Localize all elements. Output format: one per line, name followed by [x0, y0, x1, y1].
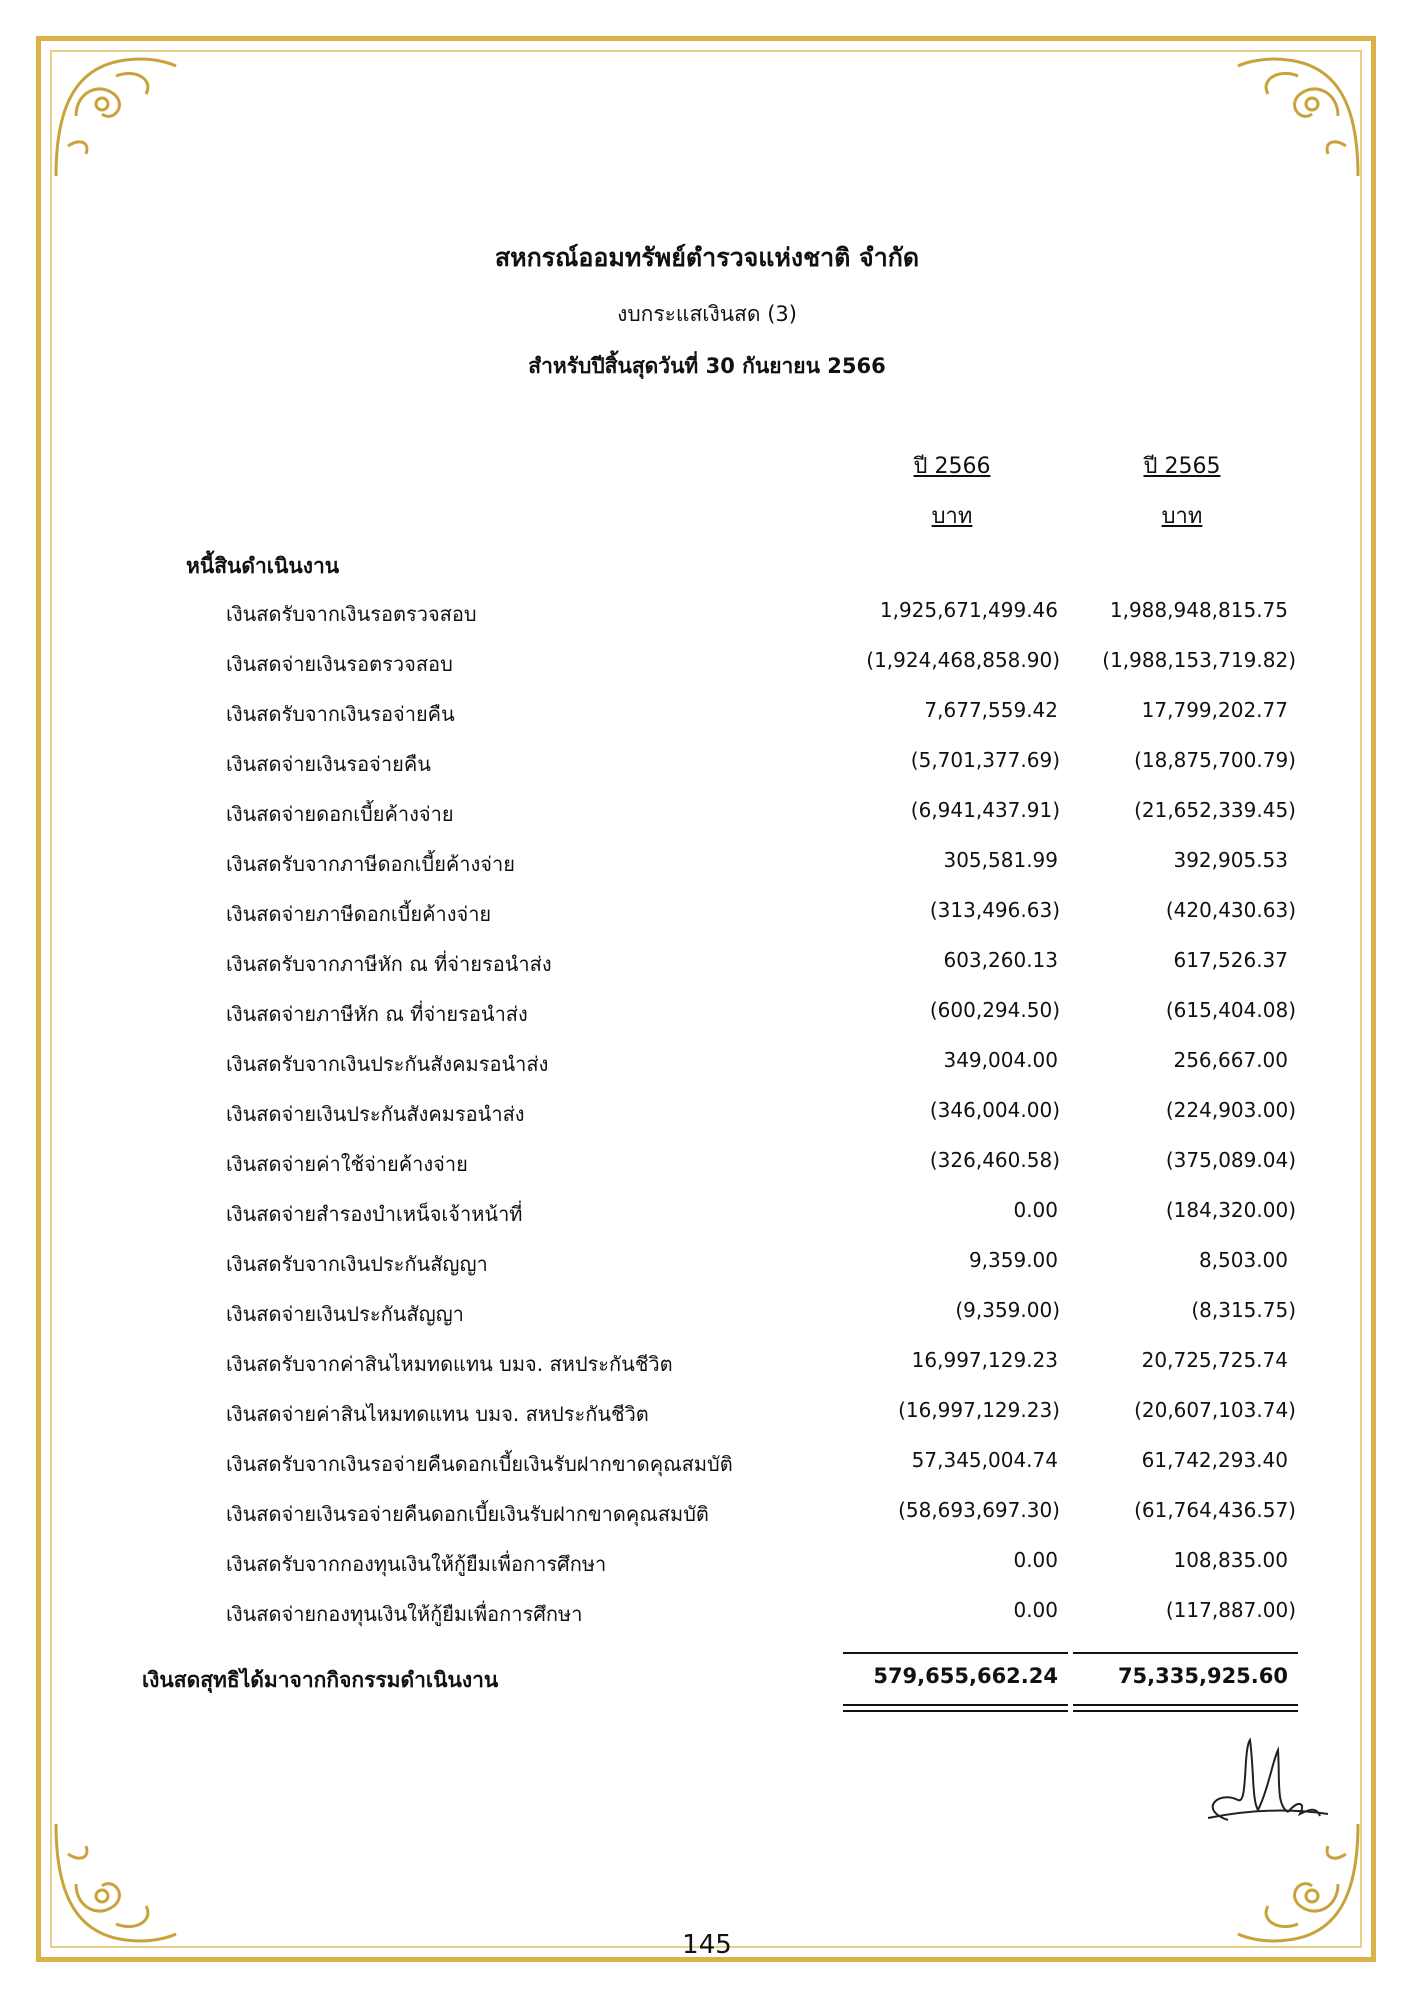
table-row: [0, 948, 1414, 988]
row-value-2565: 20,725,725.74: [1141, 1348, 1288, 1372]
row-value-2565: 61,742,293.40: [1141, 1448, 1288, 1472]
row-value-2566: (9,359.00): [955, 1298, 1060, 1322]
row-label: เงินสดรับจากภาษีหัก ณ ที่จ่ายรอนำส่ง: [226, 952, 552, 976]
row-value-2566: 349,004.00: [943, 1048, 1058, 1072]
row-value-2566: 57,345,004.74: [911, 1448, 1058, 1472]
table-row: [0, 598, 1414, 638]
table-row: [0, 648, 1414, 688]
row-label: เงินสดจ่ายภาษีดอกเบี้ยค้างจ่าย: [226, 902, 492, 926]
section-title: หนี้สินดำเนินงาน: [186, 554, 340, 578]
row-label: เงินสดรับจากเงินประกันสัญญา: [226, 1252, 488, 1276]
page-number: 145: [682, 1930, 732, 1960]
total-double-rule-2566: [843, 1704, 1068, 1712]
total-value-2566: 579,655,662.24: [873, 1664, 1058, 1688]
table-row: [0, 1398, 1414, 1438]
row-value-2566: (346,004.00): [929, 1098, 1060, 1122]
column-unit-2566: บาท: [931, 504, 973, 529]
row-value-2565: (8,315.75): [1191, 1298, 1296, 1322]
row-value-2566: (16,997,129.23): [898, 1398, 1060, 1422]
table-row: [0, 1148, 1414, 1188]
row-label: เงินสดรับจากกองทุนเงินให้กู้ยืมเพื่อการศึกษา: [226, 1552, 607, 1576]
row-label: เงินสดจ่ายเงินรอจ่ายคืน: [226, 752, 431, 776]
table-row: [0, 1598, 1414, 1638]
row-label: เงินสดจ่ายเงินประกันสังคมรอนำส่ง: [226, 1102, 525, 1126]
row-value-2565: 108,835.00: [1173, 1548, 1288, 1572]
table-row: [0, 848, 1414, 888]
table-row: [0, 698, 1414, 738]
table-row: [0, 798, 1414, 838]
table-row: [0, 1198, 1414, 1238]
row-value-2565: (615,404.08): [1165, 998, 1296, 1022]
row-value-2566: (6,941,437.91): [910, 798, 1060, 822]
table-row: [0, 1098, 1414, 1138]
row-label: เงินสดรับจากค่าสินไหมทดแทน บมจ. สหประกันชีวิต: [226, 1352, 673, 1376]
column-unit-2565: บาท: [1161, 504, 1203, 529]
table-row: [0, 1348, 1414, 1388]
row-value-2566: (313,496.63): [929, 898, 1060, 922]
corner-ornament-top-right: [1228, 46, 1368, 186]
row-value-2566: (58,693,697.30): [898, 1498, 1060, 1522]
total-rule-top-2566: [843, 1652, 1068, 1654]
row-value-2566: 7,677,559.42: [924, 698, 1058, 722]
row-value-2565: 392,905.53: [1173, 848, 1288, 872]
row-value-2565: 617,526.37: [1173, 948, 1288, 972]
organization-name: สหกรณ์ออมทรัพย์ตำรวจแห่งชาติ จำกัด: [494, 243, 920, 272]
row-value-2566: (326,460.58): [929, 1148, 1060, 1172]
row-value-2565: (117,887.00): [1165, 1598, 1296, 1622]
row-label: เงินสดจ่ายเงินรอตรวจสอบ: [226, 652, 453, 676]
row-value-2566: 1,925,671,499.46: [879, 598, 1058, 622]
total-label: เงินสดสุทธิได้มาจากกิจกรรมดำเนินงาน: [142, 1668, 499, 1692]
row-value-2565: 17,799,202.77: [1141, 698, 1288, 722]
row-value-2565: 1,988,948,815.75: [1109, 598, 1288, 622]
row-value-2566: (1,924,468,858.90): [866, 648, 1060, 672]
row-value-2566: 0.00: [1013, 1198, 1058, 1222]
row-label: เงินสดรับจากเงินรอจ่ายคืน: [226, 702, 455, 726]
row-label: เงินสดรับจากเงินรอตรวจสอบ: [226, 602, 477, 626]
table-row: [0, 1498, 1414, 1538]
row-value-2566: (5,701,377.69): [910, 748, 1060, 772]
statement-title: งบกระแสเงินสด (3): [617, 302, 797, 326]
row-label: เงินสดรับจากเงินรอจ่ายคืนดอกเบี้ยเงินรับฝากขาดคุณสมบัติ: [226, 1452, 733, 1476]
row-value-2565: (21,652,339.45): [1134, 798, 1296, 822]
table-row: [0, 1548, 1414, 1588]
row-value-2565: (20,607,103.74): [1134, 1398, 1296, 1422]
row-value-2566: 16,997,129.23: [911, 1348, 1058, 1372]
row-value-2565: (375,089.04): [1165, 1148, 1296, 1172]
row-value-2565: (1,988,153,719.82): [1102, 648, 1296, 672]
total-double-rule-2565: [1073, 1704, 1298, 1712]
column-year-2565: ปี 2565: [1143, 454, 1221, 479]
row-label: เงินสดจ่ายกองทุนเงินให้กู้ยืมเพื่อการศึกษา: [226, 1602, 583, 1626]
row-value-2565: (420,430.63): [1165, 898, 1296, 922]
row-value-2566: 305,581.99: [943, 848, 1058, 872]
total-value-2565: 75,335,925.60: [1117, 1664, 1288, 1688]
statement-period: สำหรับปีสิ้นสุดวันที่ 30 กันยายน 2566: [528, 354, 886, 378]
table-row: [0, 998, 1414, 1038]
total-rule-top-2565: [1073, 1652, 1298, 1654]
row-value-2565: (224,903.00): [1165, 1098, 1296, 1122]
row-label: เงินสดจ่ายเงินรอจ่ายคืนดอกเบี้ยเงินรับฝากขาดคุณสมบัติ: [226, 1502, 709, 1526]
row-label: เงินสดรับจากเงินประกันสังคมรอนำส่ง: [226, 1052, 549, 1076]
row-label: เงินสดรับจากภาษีดอกเบี้ยค้างจ่าย: [226, 852, 515, 876]
row-label: เงินสดจ่ายเงินประกันสัญญา: [226, 1302, 464, 1326]
row-value-2565: (18,875,700.79): [1134, 748, 1296, 772]
row-label: เงินสดจ่ายค่าใช้จ่ายค้างจ่าย: [226, 1152, 468, 1176]
signature-image: [1188, 1730, 1338, 1830]
table-row: [0, 898, 1414, 938]
table-row: [0, 1298, 1414, 1338]
table-row: [0, 748, 1414, 788]
column-year-2566: ปี 2566: [913, 454, 991, 479]
row-label: เงินสดจ่ายค่าสินไหมทดแทน บมจ. สหประกันชีวิต: [226, 1402, 649, 1426]
row-value-2565: 256,667.00: [1173, 1048, 1288, 1072]
row-value-2565: (184,320.00): [1165, 1198, 1296, 1222]
table-row: [0, 1248, 1414, 1288]
row-value-2565: 8,503.00: [1198, 1248, 1288, 1272]
row-value-2566: 0.00: [1013, 1548, 1058, 1572]
row-value-2566: 0.00: [1013, 1598, 1058, 1622]
row-label: เงินสดจ่ายสำรองบำเหน็จเจ้าหน้าที่: [226, 1202, 523, 1226]
row-value-2566: 603,260.13: [943, 948, 1058, 972]
row-value-2566: 9,359.00: [968, 1248, 1058, 1272]
row-value-2566: (600,294.50): [929, 998, 1060, 1022]
table-row: [0, 1048, 1414, 1088]
row-label: เงินสดจ่ายดอกเบี้ยค้างจ่าย: [226, 802, 454, 826]
row-value-2565: (61,764,436.57): [1134, 1498, 1296, 1522]
table-row: [0, 1448, 1414, 1488]
corner-ornament-top-left: [46, 46, 186, 186]
row-label: เงินสดจ่ายภาษีหัก ณ ที่จ่ายรอนำส่ง: [226, 1002, 528, 1026]
